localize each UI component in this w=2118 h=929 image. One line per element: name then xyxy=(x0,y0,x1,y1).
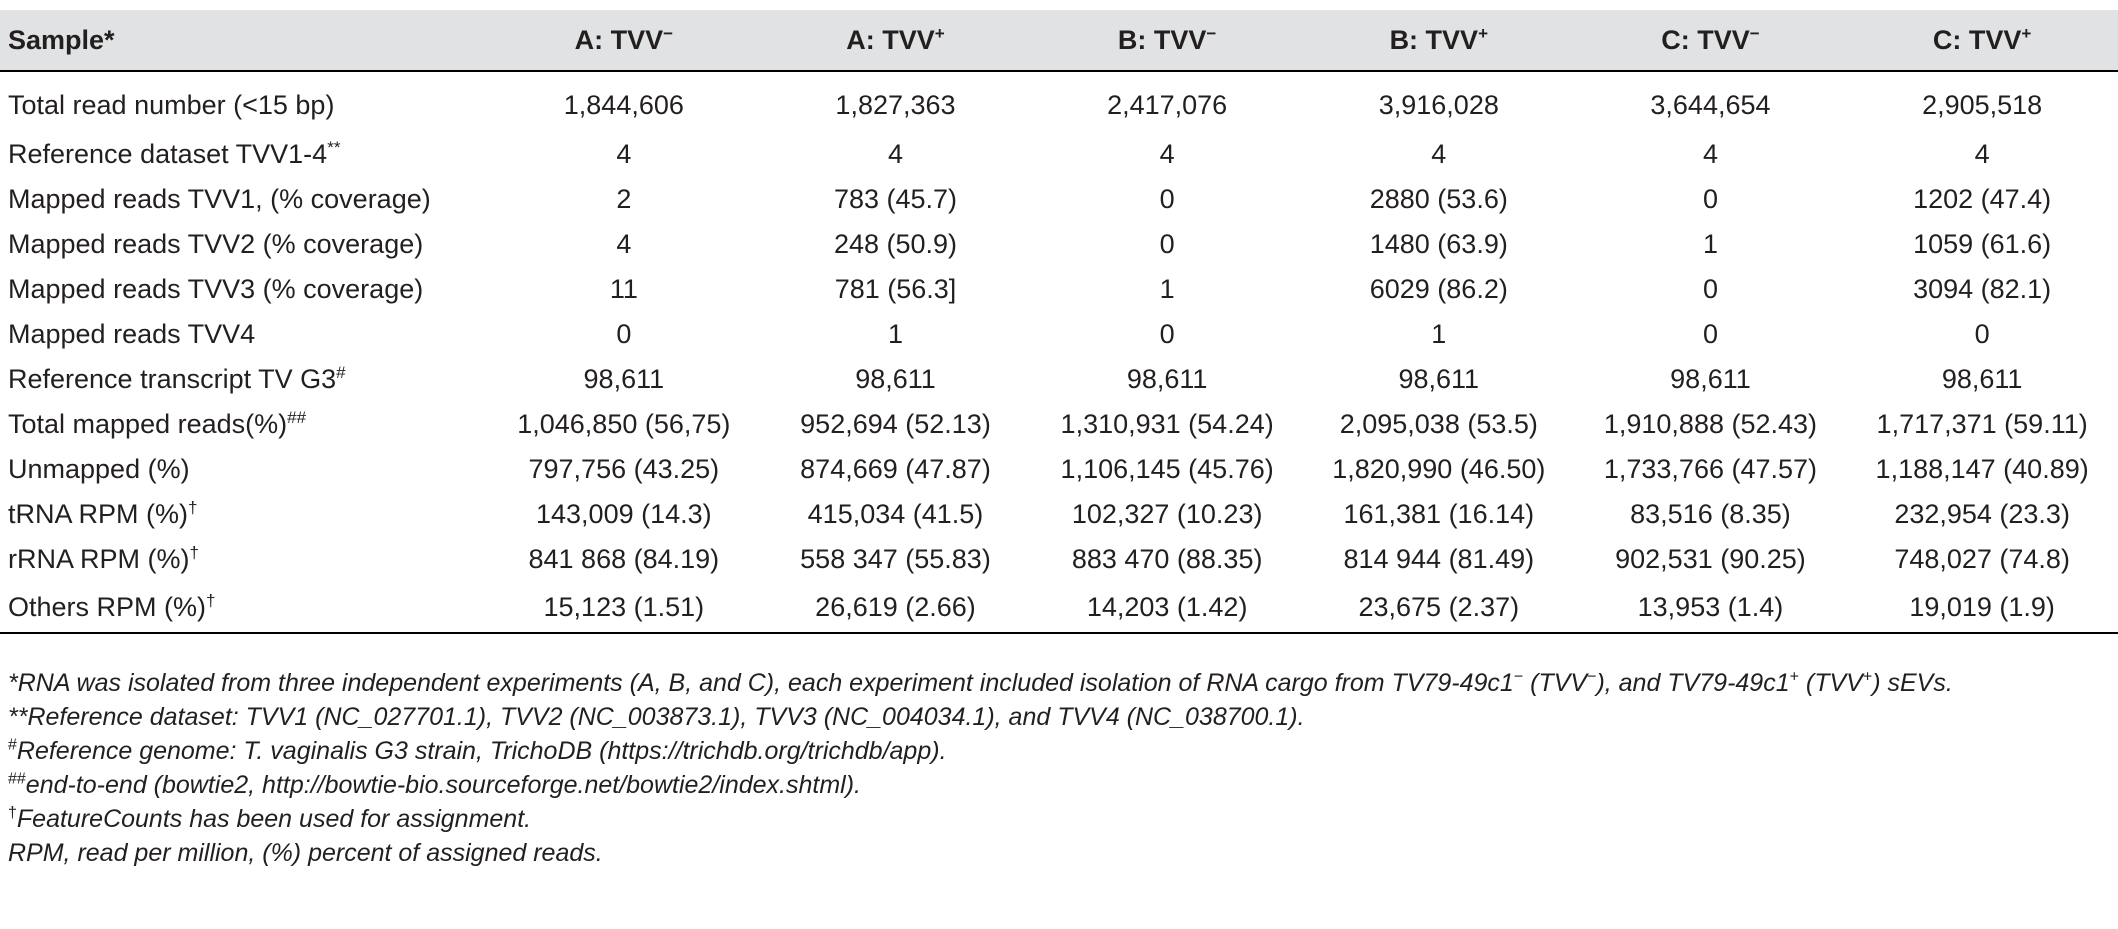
row-label xyxy=(0,357,488,402)
table-cell: 1,188,147 (40.89) xyxy=(1875,454,2089,484)
table-cell: 4 xyxy=(616,229,632,259)
table-cell: 98,611 xyxy=(1126,364,1208,394)
table-row xyxy=(0,312,2118,357)
table-cell: 1,733,766 (47.57) xyxy=(1603,454,1818,484)
footnote-marker: † xyxy=(8,804,17,822)
table-cell: 781 (56.3] xyxy=(834,274,957,304)
table-cell: 6029 (86.2) xyxy=(1369,274,1508,304)
table-cell: 98,611 xyxy=(1941,364,2023,394)
table-cell: 1 xyxy=(1159,274,1175,304)
table-cell: 1,106,145 (45.76) xyxy=(1060,454,1274,484)
table-cell: 98,611 xyxy=(855,364,936,394)
header-col-label: C: TVV xyxy=(1932,24,2022,55)
table-cell: 0 xyxy=(1702,274,1718,304)
table-cell: 4 xyxy=(887,139,903,169)
table-cell: 3094 (82.1) xyxy=(1913,274,2052,304)
table-row xyxy=(0,222,2118,267)
row-label-marker: # xyxy=(336,363,346,382)
row-label-text: rRNA RPM (%) xyxy=(8,544,190,574)
table-cell: 98,611 xyxy=(583,364,665,394)
table-cell: 0 xyxy=(1159,319,1175,349)
table-cell: 883 470 (88.35) xyxy=(1071,544,1263,574)
header-col-b-minus xyxy=(1031,10,1303,71)
header-col-sign: + xyxy=(1478,23,1489,43)
table-cell: 1,910,888 (52.43) xyxy=(1603,409,1818,439)
row-label-text: Mapped reads TVV1, (% coverage) xyxy=(8,184,431,214)
table-row xyxy=(0,492,2118,537)
table-cell: 558 347 (55.83) xyxy=(800,544,991,574)
row-label-text: Mapped reads TVV2 (% coverage) xyxy=(8,229,424,259)
table-row xyxy=(0,447,2118,492)
footnote-rpm xyxy=(8,836,2108,870)
table-cell: 0 xyxy=(1159,184,1175,214)
row-label-marker: ** xyxy=(327,138,341,157)
row-label-text: Reference transcript TV G3 xyxy=(8,364,337,394)
row-label xyxy=(0,582,488,633)
footnote-text: (TVV xyxy=(1523,669,1588,697)
footnote-text: (TVV xyxy=(1798,669,1863,697)
row-label-text: Total mapped reads(%) xyxy=(8,409,288,439)
table-cell: 102,327 (10.23) xyxy=(1071,499,1263,529)
row-label-text: Unmapped (%) xyxy=(8,454,190,484)
table-cell: 415,034 (41.5) xyxy=(807,499,984,529)
table-cell: 874,669 (47.87) xyxy=(800,454,991,484)
footnote-samples xyxy=(8,666,2098,700)
table-cell: 0 xyxy=(1159,229,1175,259)
table-cell: 4 xyxy=(1431,139,1447,169)
table-cell: 3,644,654 xyxy=(1650,89,1771,120)
row-label-text: Mapped reads TVV4 xyxy=(8,319,256,349)
row-label xyxy=(0,492,488,537)
header-col-c-plus xyxy=(1846,10,2118,71)
footnote-reference-dataset xyxy=(8,700,2108,734)
table-cell: 841 868 (84.19) xyxy=(528,544,720,574)
header-col-sign: + xyxy=(934,23,945,43)
table-cell: 14,203 (1.42) xyxy=(1031,582,1303,633)
header-col-label: C: TVV xyxy=(1661,24,1750,55)
table-cell: 98,611 xyxy=(1670,364,1751,394)
row-label xyxy=(0,312,488,357)
footnote-end-to-end xyxy=(8,768,2108,802)
table-cell: 2 xyxy=(616,184,632,214)
footnote-reference-genome xyxy=(8,734,2108,768)
table-footnotes xyxy=(8,666,2108,870)
table-cell: 26,619 (2.66) xyxy=(760,582,1032,633)
table-cell: 4 xyxy=(1974,139,1990,169)
footnote-text: end-to-end (bowtie2, http://bowtie-bio.sourceforge.net/bowtie2/index.shtml). xyxy=(25,771,861,799)
footnote-text: Reference dataset: TVV1 (NC_027701.1), TVV2 (NC_003873.1), TVV3 (NC_004034.1), and TVV4 (NC_038700.1). xyxy=(27,703,1305,731)
header-col-sign: − xyxy=(663,23,674,43)
table-cell: 0 xyxy=(1974,319,1990,349)
table-cell: 1059 (61.6) xyxy=(1913,229,2052,259)
header-col-a-minus xyxy=(488,10,760,71)
header-col-a-plus xyxy=(760,10,1032,71)
row-label xyxy=(0,177,488,222)
footnote-text: ) sEVs. xyxy=(1872,669,1953,697)
table-cell: 98,611 xyxy=(1398,364,1480,394)
table-cell: 143,009 (14.3) xyxy=(536,499,712,529)
table-cell: 2,095,038 (53.5) xyxy=(1339,409,1538,439)
footnote-text: ), and TV79-49c1 xyxy=(1596,669,1790,697)
row-label-text: Others RPM (%) xyxy=(8,591,207,622)
table-cell: 83,516 (8.35) xyxy=(1630,499,1791,529)
row-label-marker: † xyxy=(189,543,199,562)
header-col-label: B: TVV xyxy=(1389,24,1479,55)
footnote-text: Reference genome: T. vaginalis G3 strain, TrichoDB (https://trichdb.org/trichdb/app). xyxy=(16,737,947,765)
row-label xyxy=(0,132,488,177)
table-cell: 1 xyxy=(1702,229,1718,259)
footnote-marker: # xyxy=(8,736,17,754)
table-cell: 1,717,371 (59.11) xyxy=(1876,409,2088,439)
footnote-sup: − xyxy=(1513,668,1524,686)
table-cell: 1 xyxy=(1431,319,1447,349)
table-cell: 19,019 (1.9) xyxy=(1846,582,2118,633)
footnote-text: RPM, read per million, (%) percent of assigned reads. xyxy=(8,839,603,867)
table-cell: 783 (45.7) xyxy=(833,184,958,214)
table-cell: 1,844,606 xyxy=(563,89,684,120)
table-row xyxy=(0,537,2118,582)
table-cell: 4 xyxy=(1702,139,1718,169)
header-sample: Sample* xyxy=(0,10,488,71)
data-table xyxy=(0,10,2118,634)
table-cell: 797,756 (43.25) xyxy=(528,454,720,484)
row-label-text: tRNA RPM (%) xyxy=(8,499,189,529)
row-label xyxy=(0,537,488,582)
table-cell: 248 (50.9) xyxy=(833,229,958,259)
table-cell: 1202 (47.4) xyxy=(1913,184,2052,214)
table-cell: 232,954 (23.3) xyxy=(1894,499,2070,529)
table-body xyxy=(0,71,2118,633)
table-cell: 13,953 (1.4) xyxy=(1575,582,1847,633)
header-col-b-plus xyxy=(1303,10,1575,71)
footnote-sup: + xyxy=(1789,668,1799,686)
table-cell: 748,027 (74.8) xyxy=(1894,544,2070,574)
table-cell: 23,675 (2.37) xyxy=(1303,582,1575,633)
table-cell: 3,916,028 xyxy=(1378,89,1499,120)
header-col-sign: − xyxy=(1206,23,1217,43)
footnote-prefix: * xyxy=(8,669,18,697)
table-row xyxy=(0,177,2118,222)
table-header xyxy=(0,10,2118,71)
table-cell: 952,694 (52.13) xyxy=(800,409,991,439)
header-col-label: B: TVV xyxy=(1117,24,1207,55)
table-cell: 1,310,931 (54.24) xyxy=(1060,409,1274,439)
footnote-sup: + xyxy=(1862,668,1873,686)
table-cell: 0 xyxy=(1702,184,1718,214)
table-cell: 1480 (63.9) xyxy=(1369,229,1508,259)
footnote-featurecounts xyxy=(8,802,2108,836)
row-label-text: Total read number (<15 bp) xyxy=(8,89,335,120)
table-cell: 15,123 (1.51) xyxy=(488,582,760,633)
header-col-label: A: TVV xyxy=(846,24,935,55)
row-label xyxy=(0,447,488,492)
table-cell: 4 xyxy=(616,139,632,169)
header-col-c-minus xyxy=(1575,10,1847,71)
row-label-marker: ## xyxy=(287,408,307,427)
table-cell: 161,381 (16.14) xyxy=(1343,499,1535,529)
row-label-marker: † xyxy=(206,590,216,610)
row-label-text: Reference dataset TVV1-4 xyxy=(8,139,328,169)
row-label-text: Mapped reads TVV3 (% coverage) xyxy=(8,274,424,304)
table-row xyxy=(0,267,2118,312)
header-col-label: A: TVV xyxy=(574,24,664,55)
row-label xyxy=(0,222,488,267)
header-row xyxy=(0,10,2118,71)
table-cell: 814 944 (81.49) xyxy=(1343,544,1535,574)
table-cell: 11 xyxy=(609,274,638,304)
footnote-text: FeatureCounts has been used for assignment. xyxy=(16,805,532,833)
table-cell: 0 xyxy=(1702,319,1718,349)
table-cell: 2,417,076 xyxy=(1107,89,1228,120)
table-row xyxy=(0,71,2118,132)
table-cell: 2880 (53.6) xyxy=(1369,184,1508,214)
table-cell: 4 xyxy=(1159,139,1175,169)
row-label-marker: † xyxy=(188,498,198,517)
table-cell: 902,531 (90.25) xyxy=(1615,544,1806,574)
table-row xyxy=(0,132,2118,177)
table-row xyxy=(0,357,2118,402)
table-row xyxy=(0,582,2118,633)
data-table-container xyxy=(0,10,2118,634)
header-col-sign: − xyxy=(1749,23,1760,43)
row-label xyxy=(0,267,488,312)
footnote-sup: − xyxy=(1587,668,1597,686)
footnote-text: RNA was isolated from three independent experiments (A, B, and C), each experiment included isolation of RNA cargo from TV79-49c1 xyxy=(17,669,1514,697)
footnote-samples-text xyxy=(8,666,2098,700)
table-cell: 1,046,850 (56,75) xyxy=(517,409,731,439)
table-cell: 0 xyxy=(616,319,632,349)
table-cell: 1,820,990 (46.50) xyxy=(1332,454,1546,484)
table-cell: 1,827,363 xyxy=(835,89,956,120)
row-label xyxy=(0,71,488,132)
footnote-prefix: ** xyxy=(8,703,28,731)
table-cell: 2,905,518 xyxy=(1922,89,2043,120)
header-col-sign: + xyxy=(2021,23,2032,43)
table-row xyxy=(0,402,2118,447)
table-cell: 1 xyxy=(887,319,903,349)
footnote-marker: ## xyxy=(8,770,26,788)
row-label xyxy=(0,402,488,447)
